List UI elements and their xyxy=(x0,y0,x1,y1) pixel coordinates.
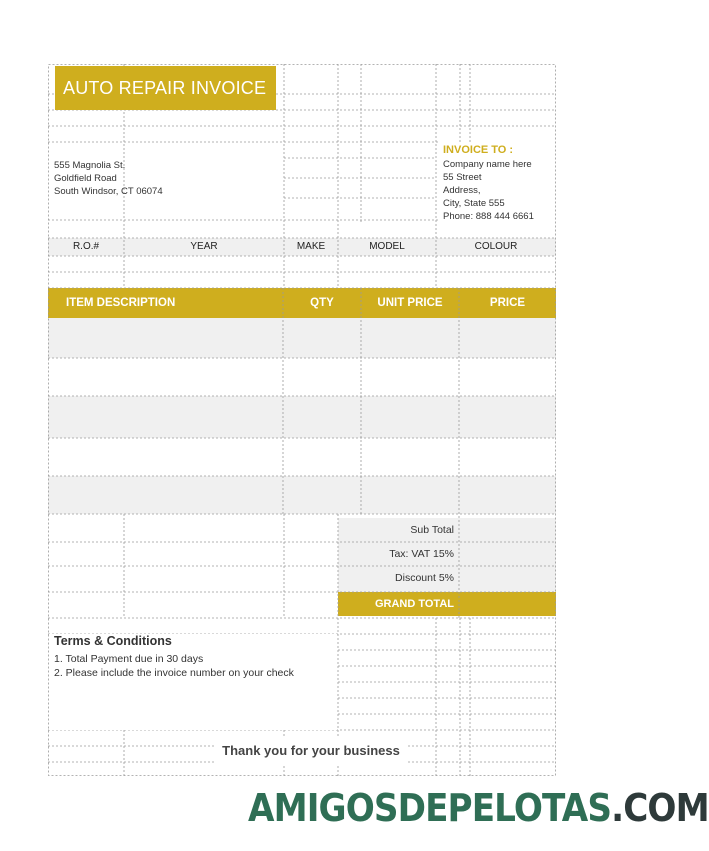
watermark-domain: .COM xyxy=(611,786,709,830)
bill-to-line: Company name here xyxy=(443,159,532,170)
bill-to-line: City, State 555 xyxy=(443,198,505,209)
terms-line: 1. Total Payment due in 30 days xyxy=(54,653,204,665)
discount-label: Discount 5% xyxy=(395,572,454,584)
invoice-to-label: INVOICE TO : xyxy=(443,144,514,156)
address-line: 555 Magnolia St. xyxy=(54,160,126,171)
terms-line: 2. Please include the invoice number on your check xyxy=(54,667,294,679)
model-header: MODEL xyxy=(369,241,405,252)
bill-to-line: 55 Street xyxy=(443,172,482,183)
thank-you-message: Thank you for your business xyxy=(222,743,400,758)
invoice-title: AUTO REPAIR INVOICE xyxy=(55,66,276,110)
colour-header: COLOUR xyxy=(474,241,518,252)
subtotal-label: Sub Total xyxy=(410,524,454,536)
invoice-sheet xyxy=(48,64,556,776)
bill-to-line: Phone: 888 444 6661 xyxy=(443,211,534,222)
make-header: MAKE xyxy=(296,241,326,252)
watermark-logo xyxy=(248,786,709,830)
price-header: PRICE xyxy=(489,297,526,309)
item-description-header: ITEM DESCRIPTION xyxy=(66,297,176,309)
address-line: Goldfield Road xyxy=(54,173,117,184)
invoice-to-address xyxy=(443,158,534,223)
unit-price-header: UNIT PRICE xyxy=(377,297,443,309)
ro-number-header: R.O.# xyxy=(72,241,100,252)
terms-area xyxy=(49,634,337,730)
grand-total-label: GRAND TOTAL xyxy=(374,598,454,610)
terms-heading: Terms & Conditions xyxy=(54,634,172,648)
address-line: South Windsor, CT 06074 xyxy=(54,186,163,197)
watermark-text: AMIGOSDEPELOTAS xyxy=(248,786,612,830)
sender-address xyxy=(54,159,163,198)
bill-to-line: Address, xyxy=(443,185,481,196)
year-header: YEAR xyxy=(190,241,218,252)
tax-label: Tax: VAT 15% xyxy=(389,548,454,560)
qty-header: QTY xyxy=(310,297,334,309)
